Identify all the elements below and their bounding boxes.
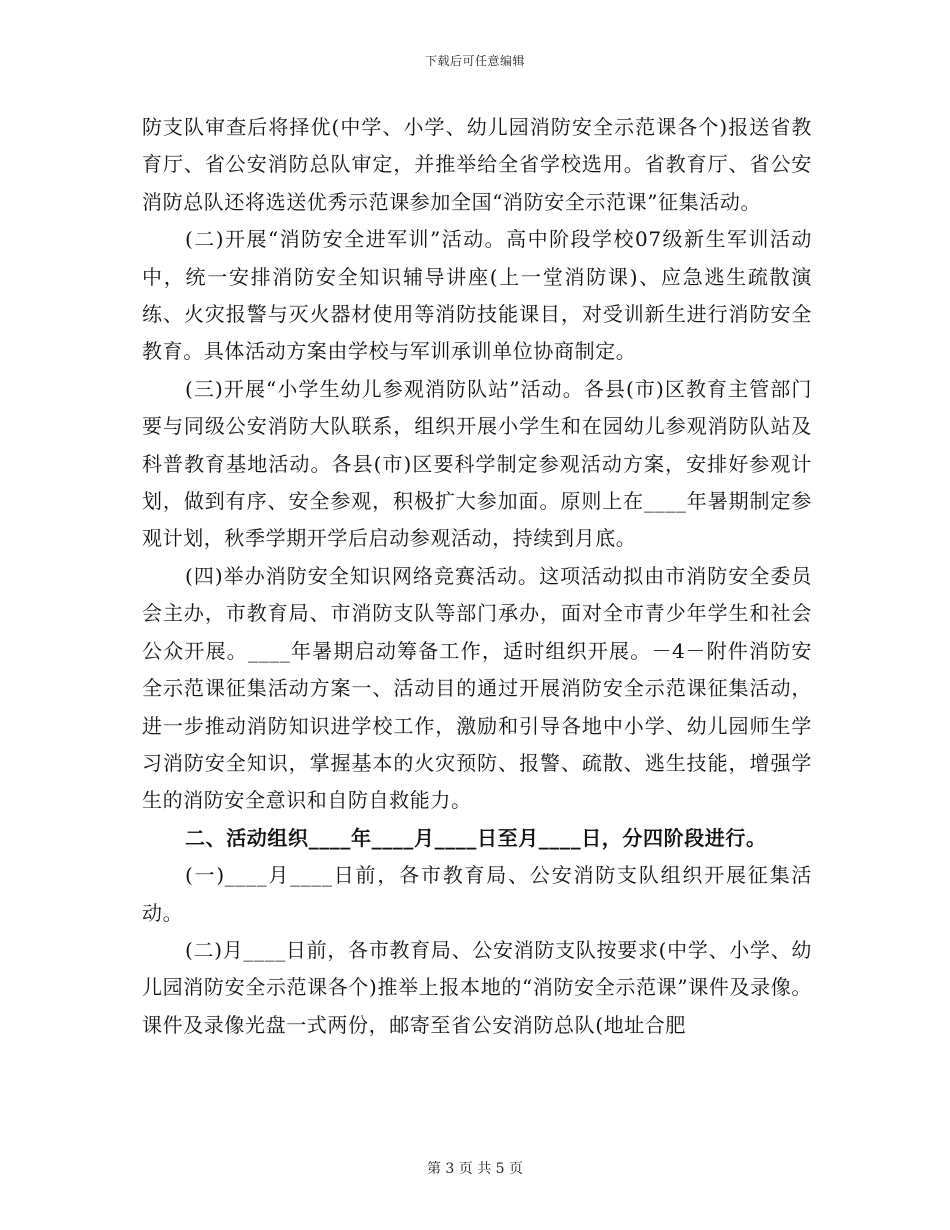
paragraph-stage-two: (二)月____日前，各市教育局、公安消防支队按要求(中学、小学、幼儿园消防安全示范课各个)推举上报本地的“消防安全示范课”课件及录像。课件及录像光盘一式两份，邮寄至省公安消防总队(地址合肥 <box>142 937 812 1037</box>
section-heading-organization: 二、活动组织____年____月____日至月____日，分四阶段进行。 <box>185 825 767 850</box>
paragraph-fire-station-visit: (三)开展“小学生幼儿参观消防队站”活动。各县(市)区教育主管部门要与同级公安消防大队联系，组织开展小学生和在园幼儿参观消防队站及科普教育基地活动。各县(市)区要科学制定参观活动方案，安排好参观计划，做到有序、安全参观，积极扩大参加面。原则上在____年暑期制定参观计划，秋季学期开学后启动参观活动，持续到月底。 <box>142 376 812 551</box>
paragraph-military-training: (二)开展“消防安全进军训”活动。高中阶段学校07级新生军训活动中，统一安排消防安全知识辅导讲座(上一堂消防课)、应急逃生疏散演练、火灾报警与灭火器材使用等消防技能课目，对受训新生进行消防安全教育。具体活动方案由学校与军训承训单位协商制定。 <box>142 227 812 364</box>
page-header: 下载后可任意编辑 <box>424 54 525 68</box>
document-body <box>142 109 812 1044</box>
paragraph-online-contest: (四)举办消防安全知识网络竞赛活动。这项活动拟由市消防安全委员会主办，市教育局、市消防支队等部门承办，面对全市青少年学生和社会公众开展。____年暑期启动筹备工作，适时组织开展。－4－附件消防安全示范课征集活动方案一、活动目的通过开展消防安全示范课征集活动，进一步推动消防知识进学校工作，激励和引导各地中小学、幼儿园师生学习消防安全知识，掌握基本的火灾预防、报警、疏散、逃生技能，增强学生的消防安全意识和自防自救能力。 <box>142 563 812 813</box>
paragraph-stage-one: (一)____月____日前，各市教育局、公安消防支队组织开展征集活动。 <box>142 863 812 925</box>
paragraph-continuation: 防支队审查后将择优(中学、小学、幼儿园消防安全示范课各个)报送省教育厅、省公安消防总队审定，并推举给全省学校选用。省教育厅、省公安消防总队还将选送优秀示范课参加全国“消防安全示范课”征集活动。 <box>142 115 812 214</box>
page-number: 第 3 页 共 5 页 <box>426 1161 524 1177</box>
